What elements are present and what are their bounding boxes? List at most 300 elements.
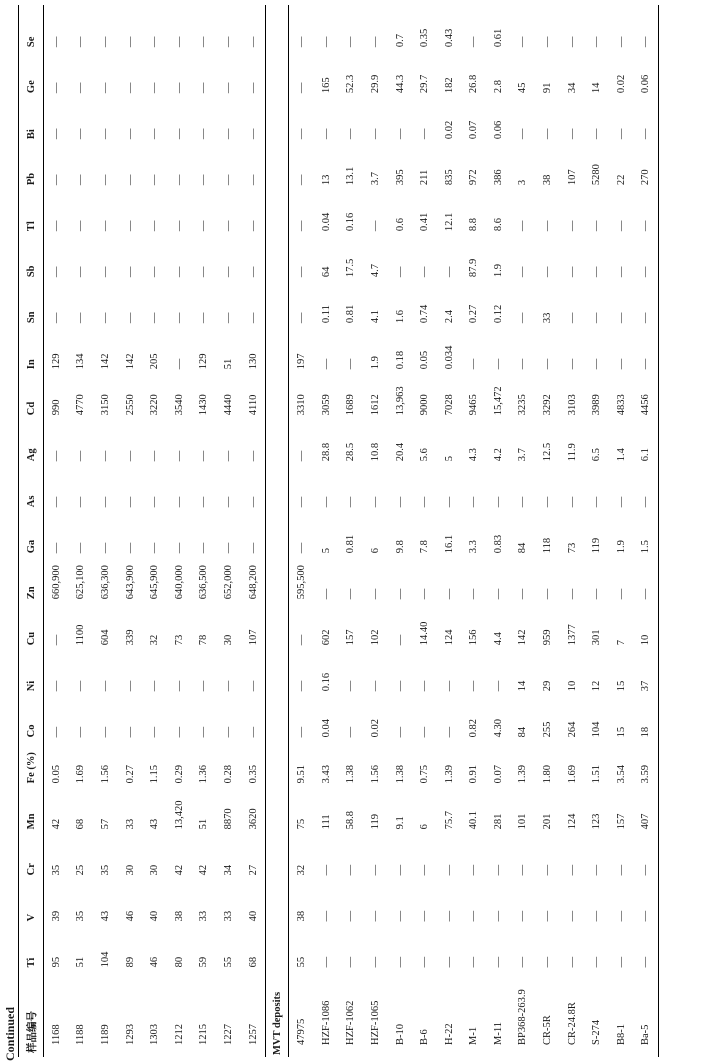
table-cell: — — [198, 128, 210, 140]
table-cell: — — [517, 496, 529, 508]
table-cell: 34 — [566, 82, 578, 94]
table-cell: — — [173, 220, 185, 232]
table-cell: 648,200 — [247, 565, 259, 600]
table-row — [192, 5, 217, 1057]
table-cell: 3103 — [566, 394, 578, 416]
table-cell: — — [394, 634, 406, 646]
table-cell: — — [320, 910, 332, 922]
table-cell: — — [591, 496, 603, 508]
table-row — [93, 5, 118, 1057]
table-cell: 4833 — [615, 394, 627, 416]
column-header: Sb — [19, 235, 44, 281]
table-cell: 22 — [615, 174, 627, 186]
data-table — [18, 5, 659, 1057]
table-cell: — — [615, 36, 627, 48]
table-cell: — — [419, 266, 431, 278]
table-cell: — — [99, 496, 111, 508]
table-cell: 3989 — [591, 394, 603, 416]
table-cell: 32 — [149, 634, 161, 646]
table-cell: 142 — [124, 353, 136, 370]
table-cell: 27 — [247, 864, 259, 876]
table-cell: 30 — [124, 864, 136, 876]
table-cell: — — [50, 82, 62, 94]
table-cell: 55 — [296, 956, 308, 968]
table-cell: 73 — [173, 634, 185, 646]
table-cell: 1.80 — [542, 764, 554, 784]
table-cell: 8.8 — [468, 218, 480, 232]
table-cell: 7 — [615, 640, 627, 646]
column-header: V — [19, 879, 44, 925]
table-cell: 0.75 — [419, 764, 431, 784]
table-cell: 1.56 — [99, 764, 111, 784]
table-cell: — — [492, 358, 504, 370]
table-cell: 0.43 — [443, 28, 455, 48]
table-cell: — — [517, 358, 529, 370]
table-cell: — — [566, 956, 578, 968]
table-cell: — — [394, 864, 406, 876]
table-cell: — — [173, 266, 185, 278]
table-cell: — — [198, 542, 210, 554]
table-cell: 339 — [124, 629, 136, 646]
table-cell: — — [173, 174, 185, 186]
table-cell: 13,420 — [173, 800, 185, 830]
table-cell: — — [394, 956, 406, 968]
table-cell: — — [566, 588, 578, 600]
section-row — [266, 5, 289, 1057]
table-cell: — — [492, 910, 504, 922]
table-cell: — — [247, 496, 259, 508]
table-cell: — — [75, 128, 87, 140]
table-row — [412, 5, 437, 1057]
table-row — [535, 5, 560, 1057]
table-cell: — — [99, 680, 111, 692]
column-header: In — [19, 327, 44, 373]
table-cell: 182 — [443, 77, 455, 94]
table-cell: 3.3 — [468, 540, 480, 554]
table-cell: — — [50, 726, 62, 738]
table-cell: — — [75, 680, 87, 692]
table-cell: 0.7 — [394, 33, 406, 48]
table-cell: — — [173, 312, 185, 324]
table-cell: 68 — [75, 818, 87, 830]
table-cell: — — [517, 588, 529, 600]
table-cell: — — [369, 220, 381, 232]
table-cell: — — [517, 910, 529, 922]
table-cell: 15 — [615, 680, 627, 692]
table-cell: 129 — [198, 353, 210, 370]
table-cell: — — [591, 312, 603, 324]
table-cell: — — [50, 36, 62, 48]
table-cell: 660,900 — [50, 565, 62, 600]
table-row — [289, 5, 314, 1057]
table-cell: 281 — [492, 813, 504, 830]
table-cell: — — [369, 910, 381, 922]
table-cell: — — [369, 128, 381, 140]
table-cell: — — [566, 496, 578, 508]
table-cell: — — [542, 220, 554, 232]
table-cell: — — [566, 358, 578, 370]
table-cell: 0.91 — [468, 764, 480, 784]
table-cell: — — [296, 680, 308, 692]
table-cell: 270 — [634, 143, 659, 189]
table-cell: — — [634, 235, 659, 281]
table-cell: — — [198, 36, 210, 48]
table-cell: — — [198, 82, 210, 94]
table-cell: 0.11 — [320, 305, 332, 324]
table-cell: 197 — [296, 353, 308, 370]
table-cell: 84 — [517, 542, 529, 554]
table-cell: — — [50, 266, 62, 278]
table-cell: — — [99, 82, 111, 94]
column-header: Bi — [19, 97, 44, 143]
table-row — [437, 5, 462, 1057]
table-cell: 8.6 — [492, 218, 504, 232]
table-cell: — — [634, 465, 659, 511]
table-cell: — — [492, 588, 504, 600]
table-cell: — — [591, 36, 603, 48]
table-cell: 1.15 — [149, 764, 161, 784]
table-cell: 1689 — [345, 394, 357, 416]
table-cell: — — [542, 496, 554, 508]
table-cell: 7.8 — [419, 540, 431, 554]
table-cell: 625,100 — [75, 565, 87, 600]
table-cell: — — [124, 542, 136, 554]
table-cell: — — [50, 496, 62, 508]
column-header: 样品编号 — [19, 971, 44, 1057]
table-cell: — — [50, 128, 62, 140]
table-cell: — — [50, 174, 62, 186]
table-cell: — — [320, 496, 332, 508]
table-cell: 4.2 — [492, 448, 504, 462]
column-header: Cu — [19, 603, 44, 649]
table-cell: 4.7 — [369, 264, 381, 278]
table-cell: 5280 — [591, 164, 603, 186]
table-cell: — — [247, 128, 259, 140]
table-cell: 636,300 — [99, 565, 111, 600]
table-cell: — — [542, 36, 554, 48]
column-header: Pb — [19, 143, 44, 189]
table-cell: 52.3 — [345, 74, 357, 94]
table-cell: 640,000 — [173, 565, 185, 600]
table-cell: — — [247, 726, 259, 738]
table-cell: — — [296, 496, 308, 508]
sample-id-cell: 1303 — [149, 1024, 161, 1045]
table-cell: 34 — [222, 864, 234, 876]
table-cell: 95 — [50, 956, 62, 968]
table-cell: 118 — [542, 537, 554, 554]
table-cell: — — [247, 266, 259, 278]
table-cell: 75 — [296, 818, 308, 830]
column-header: Cd — [19, 373, 44, 419]
table-cell: 15,472 — [492, 386, 504, 416]
table-cell: — — [591, 358, 603, 370]
table-cell: — — [345, 496, 357, 508]
table-cell: — — [198, 496, 210, 508]
table-cell: 1.36 — [198, 764, 210, 784]
table-cell: — — [591, 128, 603, 140]
table-cell: — — [149, 312, 161, 324]
sample-id-cell: M-11 — [492, 1022, 504, 1045]
table-cell: — — [566, 312, 578, 324]
table-cell: 1.9 — [492, 264, 504, 278]
column-header: As — [19, 465, 44, 511]
table-cell: — — [124, 450, 136, 462]
table-cell: — — [50, 450, 62, 462]
table-cell: — — [591, 266, 603, 278]
table-cell: 119 — [369, 813, 381, 830]
table-cell: 101 — [517, 813, 529, 830]
table-cell: 55 — [222, 956, 234, 968]
table-cell: 13 — [320, 174, 332, 186]
table-cell: — — [369, 680, 381, 692]
table-cell: — — [124, 174, 136, 186]
table-cell: — — [247, 680, 259, 692]
table-cell: — — [634, 833, 659, 879]
table-cell: 35 — [99, 864, 111, 876]
table-cell: — — [345, 128, 357, 140]
table-cell: 1.69 — [75, 764, 87, 784]
table-cell: 73 — [566, 542, 578, 554]
table-cell: — — [542, 266, 554, 278]
table-cell: — — [566, 128, 578, 140]
table-cell: 40 — [149, 910, 161, 922]
table-cell: 0.35 — [419, 28, 431, 48]
sample-id-cell: HZF-1065 — [369, 1000, 381, 1045]
table-cell: — — [345, 680, 357, 692]
table-cell: — — [296, 82, 308, 94]
table-cell: 45 — [517, 82, 529, 94]
table-cell: — — [198, 220, 210, 232]
table-cell: — — [198, 174, 210, 186]
table-cell: — — [634, 189, 659, 235]
table-header-row — [19, 5, 44, 1057]
table-cell: 5.6 — [419, 448, 431, 462]
table-cell: — — [468, 910, 480, 922]
table-cell: 4110 — [247, 394, 259, 416]
table-cell: — — [492, 956, 504, 968]
column-header: Cr — [19, 833, 44, 879]
table-cell: 1100 — [75, 624, 87, 646]
table-cell: 0.02 — [615, 74, 627, 94]
sample-id-cell: S-274 — [591, 1019, 603, 1045]
table-cell: — — [566, 266, 578, 278]
table-cell: — — [615, 266, 627, 278]
table-cell: 1.38 — [394, 764, 406, 784]
table-cell: 7028 — [443, 394, 455, 416]
table-cell: 1.56 — [369, 764, 381, 784]
table-cell: — — [222, 726, 234, 738]
table-cell: — — [198, 312, 210, 324]
table-row — [584, 5, 609, 1057]
table-cell: — — [75, 312, 87, 324]
table-cell: — — [591, 864, 603, 876]
table-cell: 301 — [591, 629, 603, 646]
table-cell: — — [149, 174, 161, 186]
table-cell: — — [320, 358, 332, 370]
table-cell: — — [149, 82, 161, 94]
table-cell: 51 — [222, 358, 234, 370]
table-row — [69, 5, 94, 1057]
table-cell: — — [419, 956, 431, 968]
table-cell: 142 — [99, 353, 111, 370]
table-cell: — — [542, 910, 554, 922]
table-row — [560, 5, 585, 1057]
table-cell: — — [517, 312, 529, 324]
sample-id-cell: HZF-1062 — [345, 1000, 357, 1045]
table-cell: 33 — [124, 818, 136, 830]
table-cell: 14 — [517, 680, 529, 692]
table-cell: — — [296, 266, 308, 278]
table-cell: — — [50, 542, 62, 554]
table-cell: 2.4 — [443, 310, 455, 324]
table-cell: — — [124, 220, 136, 232]
table-cell: 30 — [222, 634, 234, 646]
table-cell: — — [124, 82, 136, 94]
table-cell: — — [615, 910, 627, 922]
table-row — [118, 5, 143, 1057]
table-cell: 604 — [99, 629, 111, 646]
table-cell: — — [222, 220, 234, 232]
table-cell: 1.9 — [369, 356, 381, 370]
table-cell: 11.9 — [566, 443, 578, 462]
table-cell: — — [222, 174, 234, 186]
table-cell: — — [124, 128, 136, 140]
table-cell: — — [222, 450, 234, 462]
table-cell: 1.5 — [634, 511, 659, 557]
table-row — [339, 5, 364, 1057]
table-cell: 80 — [173, 956, 185, 968]
table-cell: 0.61 — [492, 28, 504, 48]
table-cell: — — [345, 358, 357, 370]
table-cell: 3.7 — [369, 172, 381, 186]
table-cell: — — [247, 174, 259, 186]
section-label: MVT deposits — [266, 5, 289, 1057]
table-cell: 0.82 — [468, 718, 480, 738]
table-cell: — — [173, 542, 185, 554]
table-cell: 75.7 — [443, 810, 455, 830]
sample-id-cell: 1188 — [75, 1024, 87, 1045]
table-cell: — — [149, 266, 161, 278]
table-row — [388, 5, 413, 1057]
table-cell: 3.43 — [320, 764, 332, 784]
sample-id-cell: M-1 — [468, 1026, 480, 1045]
table-cell: — — [369, 588, 381, 600]
table-cell: — — [394, 680, 406, 692]
column-header: Zn — [19, 557, 44, 603]
table-cell: — — [320, 864, 332, 876]
table-cell: 46 — [149, 956, 161, 968]
sample-id-cell: 1293 — [124, 1024, 136, 1045]
table-cell: — — [99, 36, 111, 48]
table-cell: 78 — [198, 634, 210, 646]
table-cell: — — [542, 956, 554, 968]
table-cell: — — [296, 726, 308, 738]
table-cell: 10.8 — [369, 442, 381, 462]
table-cell: — — [75, 496, 87, 508]
table-cell: — — [566, 864, 578, 876]
table-cell: 33 — [542, 312, 554, 324]
table-cell: 57 — [99, 818, 111, 830]
table-row — [241, 5, 266, 1057]
table-cell: — — [615, 496, 627, 508]
table-cell: — — [492, 680, 504, 692]
table-cell: 3310 — [296, 394, 308, 416]
table-cell: — — [75, 450, 87, 462]
table-cell: — — [591, 220, 603, 232]
table-cell: — — [198, 266, 210, 278]
table-cell: 264 — [566, 721, 578, 738]
table-cell: — — [542, 864, 554, 876]
table-cell: 32 — [296, 864, 308, 876]
table-row — [44, 5, 69, 1057]
table-cell: — — [394, 726, 406, 738]
table-cell: — — [634, 5, 659, 51]
table-cell: 89 — [124, 956, 136, 968]
table-cell: 4.4 — [492, 632, 504, 646]
table-cell: — — [124, 680, 136, 692]
sample-id-cell: BP368-263.9 — [517, 989, 529, 1045]
table-cell: 9000 — [419, 394, 431, 416]
table-cell: — — [149, 726, 161, 738]
table-cell: 0.27 — [468, 304, 480, 324]
table-cell: 6.5 — [591, 448, 603, 462]
table-cell: 43 — [99, 910, 111, 922]
table-cell: 0.6 — [394, 218, 406, 232]
sample-id-cell: B8-1 — [615, 1024, 627, 1045]
table-cell: 0.35 — [247, 764, 259, 784]
table-cell: 12 — [591, 680, 603, 692]
trace-element-table — [18, 5, 704, 1057]
sample-id-cell: Ba-5 — [634, 971, 659, 1057]
table-cell: 30 — [149, 864, 161, 876]
table-cell: 130 — [247, 353, 259, 370]
table-cell: — — [149, 220, 161, 232]
table-cell: 1.4 — [615, 448, 627, 462]
table-cell: — — [99, 450, 111, 462]
table-cell: — — [517, 128, 529, 140]
table-cell: — — [443, 956, 455, 968]
sample-id-cell: 1168 — [50, 1024, 62, 1045]
table-cell: 9.8 — [394, 540, 406, 554]
table-cell: 407 — [634, 787, 659, 833]
table-cell: — — [296, 220, 308, 232]
table-cell: 6 — [369, 548, 381, 554]
table-row — [142, 5, 167, 1057]
table-cell: 142 — [517, 629, 529, 646]
table-cell: 1430 — [198, 394, 210, 416]
table-cell: 1.51 — [591, 764, 603, 784]
table-cell: — — [394, 128, 406, 140]
table-cell: — — [99, 726, 111, 738]
table-cell: — — [517, 864, 529, 876]
table-cell: 636,500 — [198, 565, 210, 600]
table-cell: — — [75, 220, 87, 232]
table-cell: 6 — [419, 824, 431, 830]
table-cell: — — [247, 82, 259, 94]
table-cell: 9465 — [468, 394, 480, 416]
table-cell: 9.51 — [296, 764, 308, 784]
table-cell: 1.6 — [394, 310, 406, 324]
table-cell: 16.1 — [443, 534, 455, 554]
sample-id-cell: 1257 — [247, 1024, 259, 1045]
table-cell: — — [247, 542, 259, 554]
table-cell: 5 — [320, 548, 332, 554]
table-cell: — — [320, 128, 332, 140]
table-cell: 14.40 — [419, 621, 431, 646]
table-cell: — — [75, 266, 87, 278]
sample-id-cell: CR-24.8R — [566, 1002, 578, 1045]
table-cell: 59 — [198, 956, 210, 968]
